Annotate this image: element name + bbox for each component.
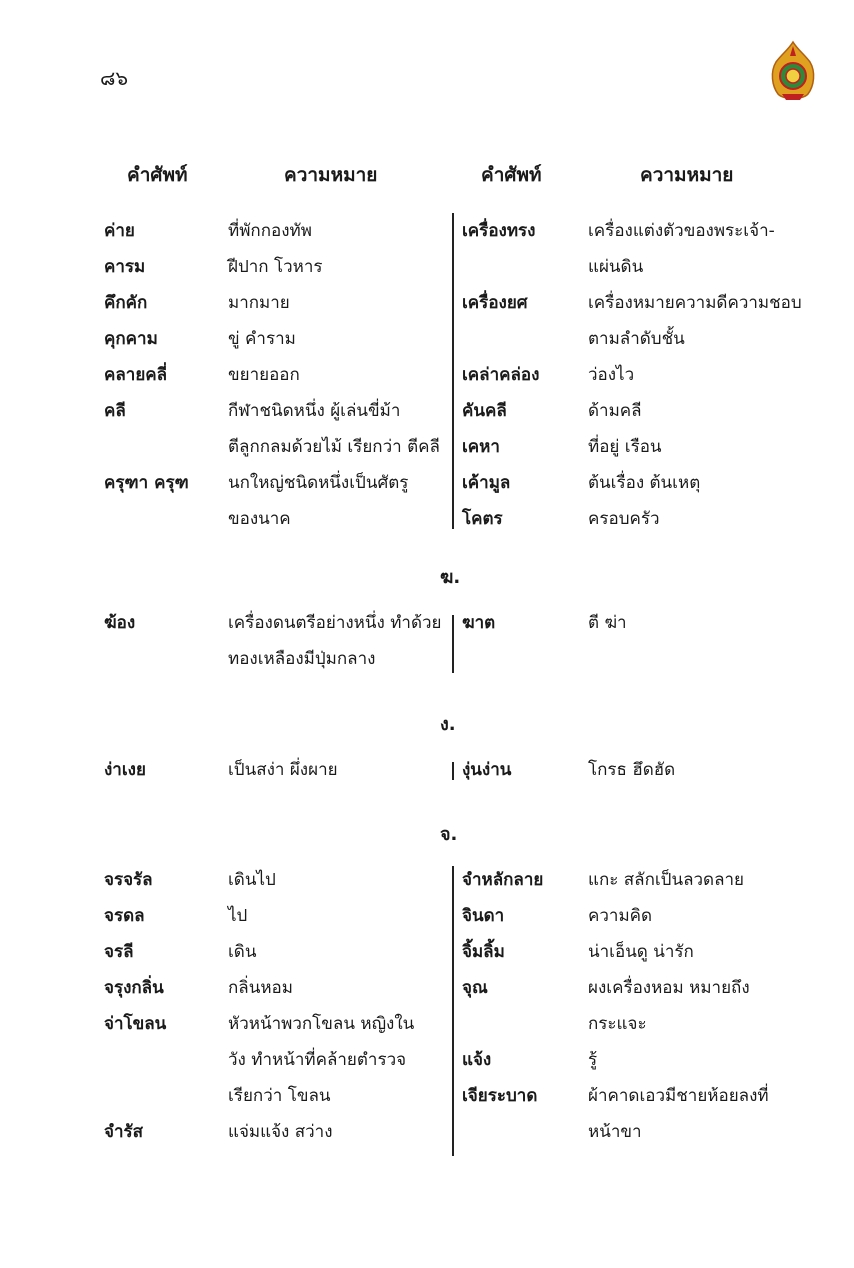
list-item [462,357,812,393]
definition: หัวหน้าพวกโขลน หญิงใน [228,1014,415,1034]
list-item [462,285,812,321]
definition: ความคิด [588,906,653,926]
column-divider [452,762,454,780]
left-column [104,862,449,1150]
column-divider [452,213,454,529]
list-item [104,465,449,501]
list-item [462,1042,812,1078]
list-item [104,1114,449,1150]
list-item [462,934,812,970]
list-item [462,862,812,898]
list-item [104,605,449,641]
definition: หน้าขา [588,1122,642,1142]
definition: ขยายออก [228,365,300,385]
right-column [462,752,812,788]
definition: เครื่องหมายความดีความชอบ [588,293,802,313]
list-item [104,501,449,537]
list-item [462,393,812,429]
definition: ว่องไว [588,365,635,385]
list-item [104,213,449,249]
list-item [462,213,812,249]
list-item [104,934,449,970]
term: ง่าเงย [104,760,146,780]
definition: รู้ [588,1050,598,1070]
term: จำรัส [104,1122,144,1142]
list-item [104,970,449,1006]
definition: แกะ สลักเป็นลวดลาย [588,870,745,890]
list-item [104,357,449,393]
term: เครื่องยศ [462,293,528,313]
definition: ที่อยู่ เรือน [588,437,662,457]
list-item [462,321,812,357]
section-letter-khokhon: ฆ. [440,567,461,588]
left-column [104,752,449,788]
definition: นกใหญ่ชนิดหนึ่งเป็นศัตรู [228,473,409,493]
term: แจ้ง [462,1050,492,1070]
column-divider [452,866,454,1156]
list-item [104,285,449,321]
term: เค้ามูล [462,473,511,493]
list-item [462,1078,812,1114]
list-item [462,1006,812,1042]
term: จ่าโขลน [104,1014,167,1034]
header-word-2: คำศัพท์ [481,164,542,186]
definition: กลิ่นหอม [228,978,293,998]
definition: เรียกว่า โขลน [228,1086,331,1106]
term: จุณ [462,978,488,998]
section-letter-cho: จ. [440,824,458,845]
definition: เป็นสง่า ผึ่งผาย [228,760,338,780]
term: ฆาต [462,613,496,633]
right-column [462,605,812,641]
definition: มากมาย [228,293,290,313]
definition: เครื่องดนตรีอย่างหนึ่ง ทำด้วย [228,613,442,633]
term: เคล่าคล่อง [462,365,540,385]
definition: กีฬาชนิดหนึ่ง ผู้เล่นขี่ม้า [228,401,401,421]
section-letter-ngo: ง. [440,714,456,735]
term: คันคลี [462,401,507,421]
term: คลายคลี่ [104,365,168,385]
header-word-1: คำศัพท์ [127,164,188,186]
table-header [0,160,854,190]
definition: กระแจะ [588,1014,647,1034]
list-item [462,465,812,501]
list-item [462,752,812,788]
term: คุกคาม [104,329,158,349]
term: จรจรัล [104,870,153,890]
left-column [104,213,449,537]
list-item [462,1114,812,1150]
definition: ครอบครัว [588,509,660,529]
definition: แจ่มแจ้ง สว่าง [228,1122,333,1142]
list-item [104,1078,449,1114]
header-meaning-1: ความหมาย [284,164,378,186]
list-item [462,898,812,934]
list-item [462,605,812,641]
list-item [462,429,812,465]
list-item [104,898,449,934]
term: จำหลักลาย [462,870,544,890]
list-item [104,249,449,285]
list-item [462,501,812,537]
definition: ขู่ คำราม [228,329,296,349]
term: เครื่องทรง [462,221,536,241]
definition: ตามลำดับชั้น [588,329,685,349]
term: จินดา [462,906,505,926]
term: คารม [104,257,146,277]
definition: ทองเหลืองมีปุ่มกลาง [228,649,376,669]
definition: วัง ทำหน้าที่คล้ายตำรวจ [228,1050,407,1070]
term: จรุงกลิ่น [104,978,164,998]
definition: เครื่องแต่งตัวของพระเจ้า- [588,221,775,241]
page-number: ๘๖ [100,66,129,90]
right-column [462,213,812,537]
column-divider [452,615,454,673]
list-item [104,321,449,357]
term: เคหา [462,437,500,457]
definition: เดิน [228,942,257,962]
definition: ด้ามคลี [588,401,642,421]
term: โคตร [462,509,503,529]
list-item [104,1042,449,1078]
term: เจียระบาด [462,1086,538,1106]
definition: ตีลูกกลมด้วยไม้ เรียกว่า ตีคลี [228,437,440,457]
definition: ตี ฆ่า [588,613,627,633]
definition: เดินไป [228,870,276,890]
definition: ฝีปาก โวหาร [228,257,323,277]
definition: แผ่นดิน [588,257,644,277]
definition: ไป [228,906,248,926]
definition: น่าเอ็นดู น่ารัก [588,942,694,962]
term: จรลี [104,942,134,962]
list-item [104,862,449,898]
term: ค่าย [104,221,135,241]
definition: ของนาค [228,509,291,529]
list-item [462,970,812,1006]
list-item [104,1006,449,1042]
list-item [104,752,449,788]
term: ครุฑา ครุฑ [104,473,189,493]
definition: ผงเครื่องหอม หมายถึง [588,978,750,998]
header-meaning-2: ความหมาย [640,164,734,186]
emblem-seal-icon [770,40,816,102]
left-column [104,605,449,677]
right-column [462,862,812,1150]
definition: ต้นเรื่อง ต้นเหตุ [588,473,701,493]
list-item [104,393,449,429]
term: จิ้มลิ้ม [462,942,505,962]
term: คึกคัก [104,293,148,313]
definition: โกรธ ฮึดฮัด [588,760,676,780]
term: คลี [104,401,126,421]
term: งุ่นง่าน [462,760,512,780]
list-item [104,641,449,677]
list-item [462,249,812,285]
term: ฆ้อง [104,613,136,633]
term: จรดล [104,906,145,926]
definition: ผ้าคาดเอวมีชายห้อยลงที่ [588,1086,769,1106]
list-item [104,429,449,465]
definition: ที่พักกองทัพ [228,221,312,241]
